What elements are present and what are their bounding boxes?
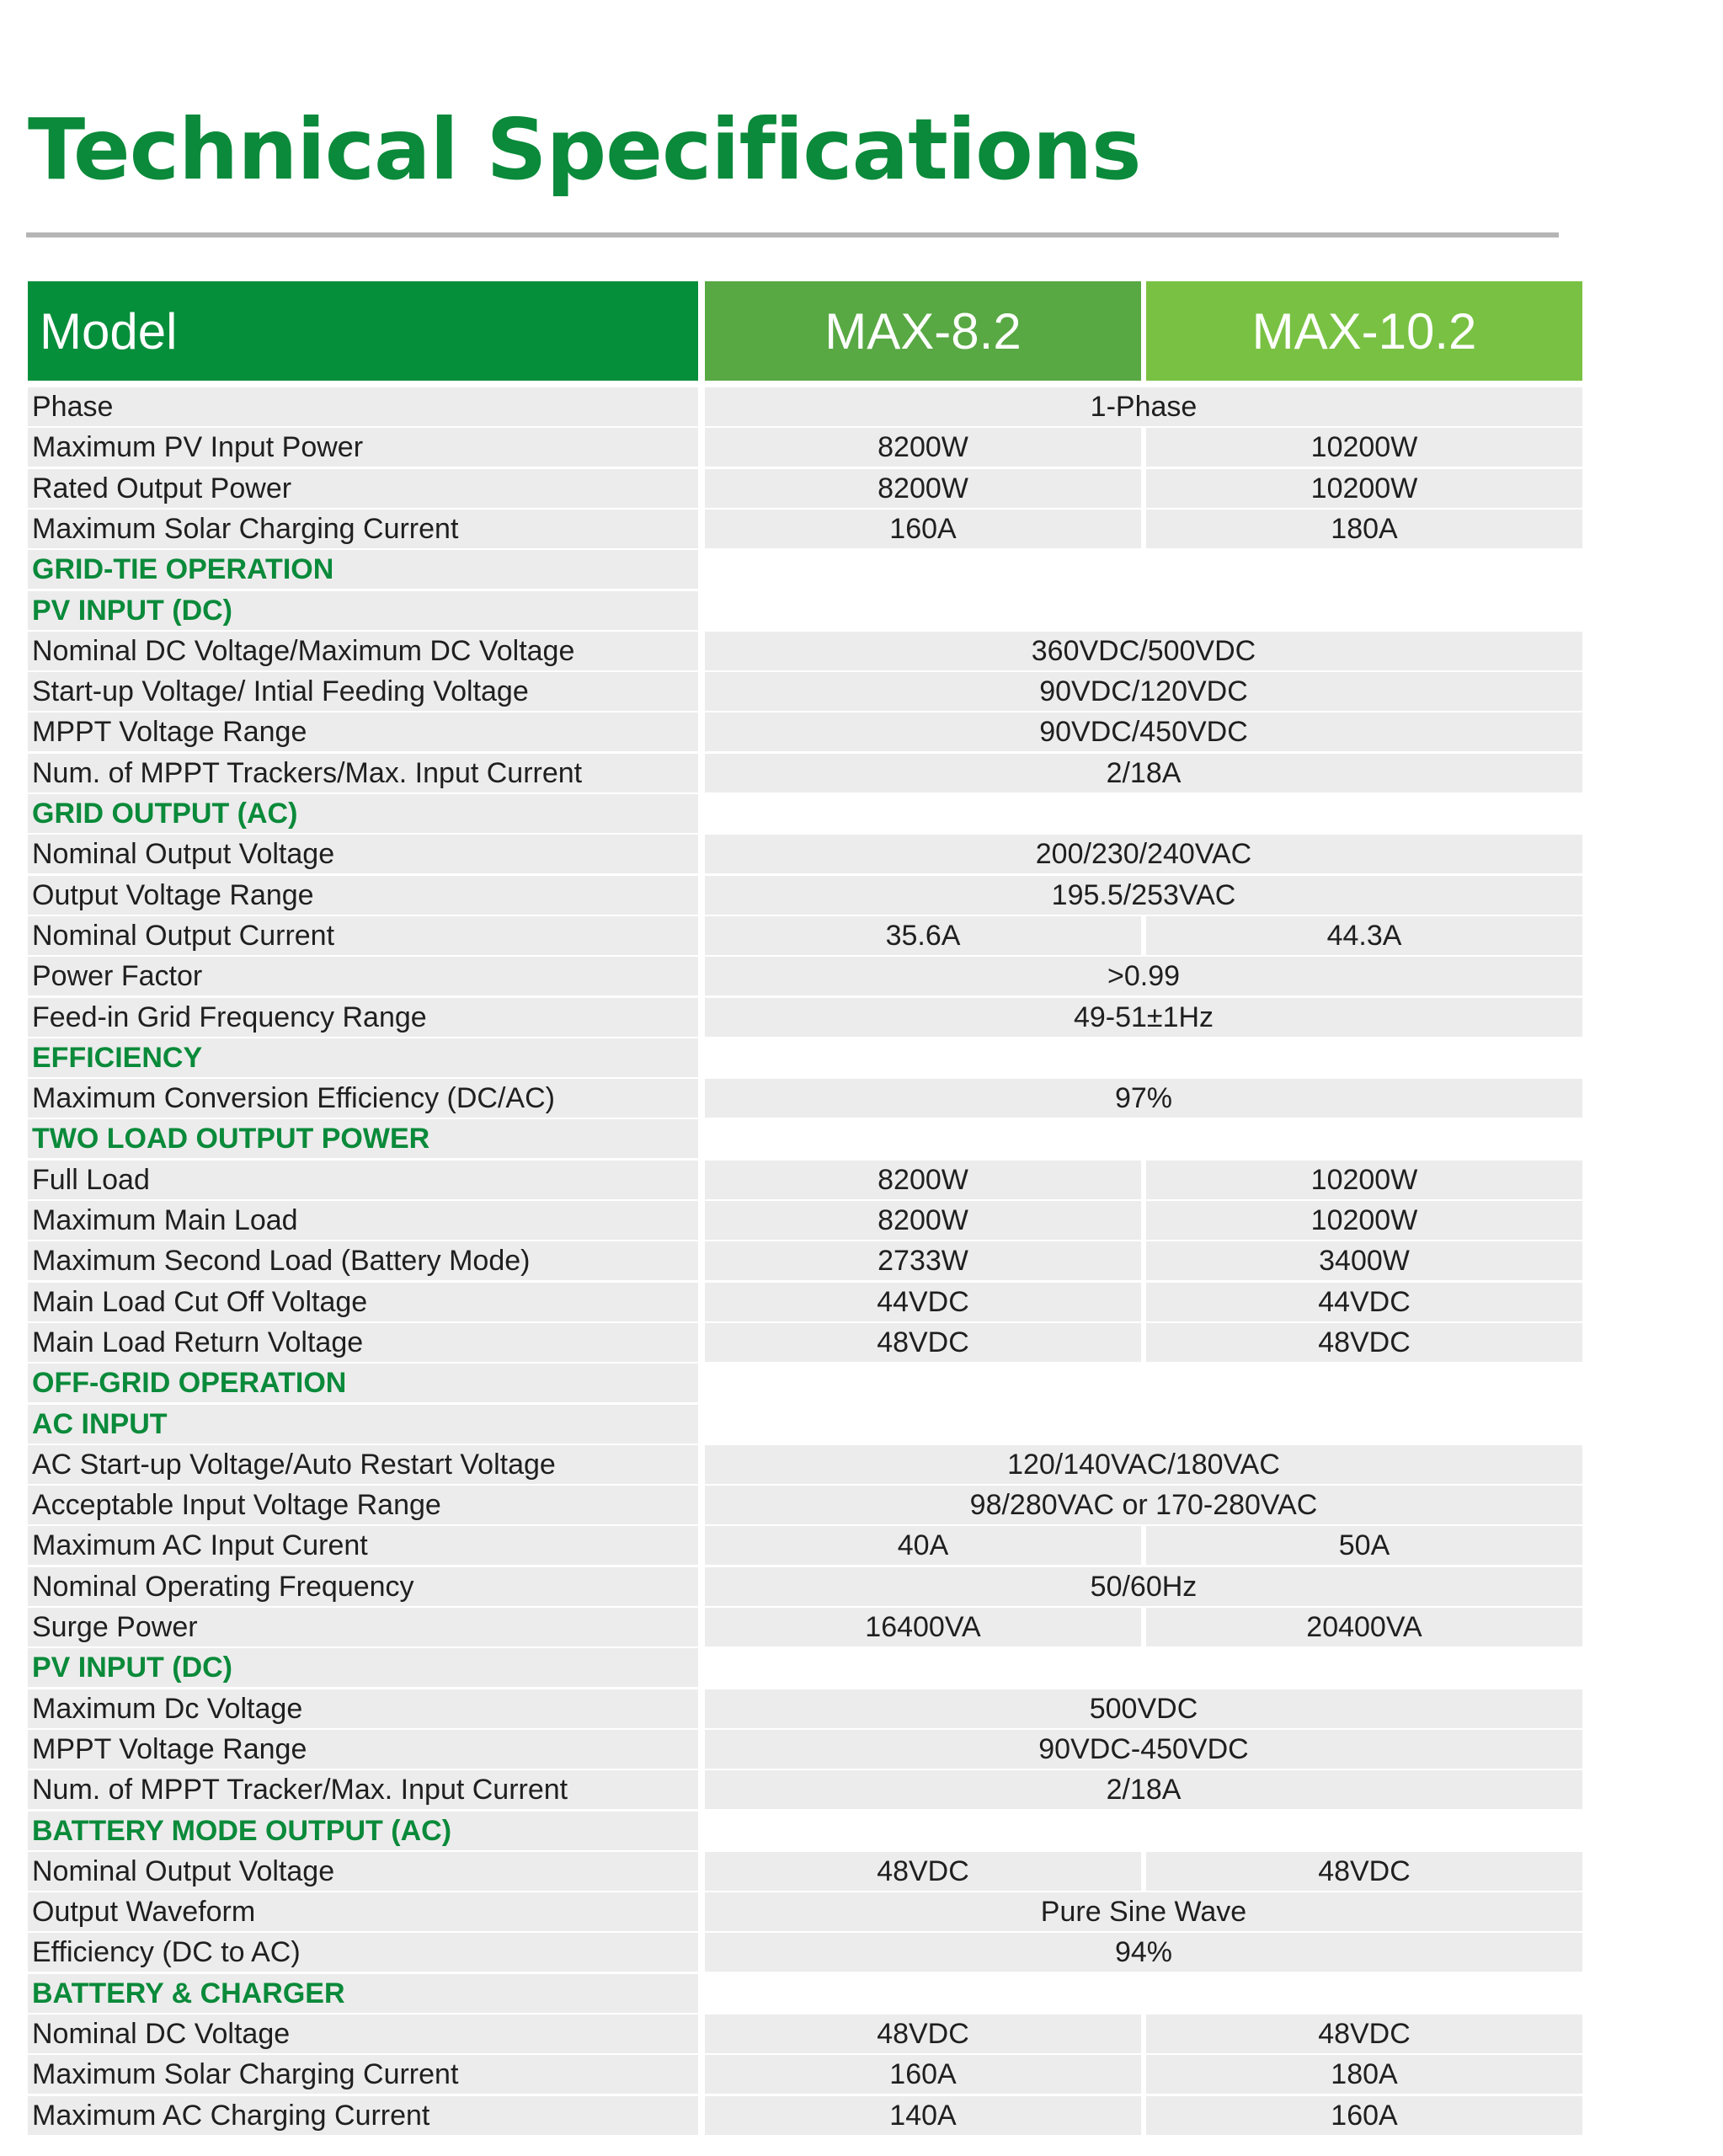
spec-value-max-10-2: 3400W	[1146, 1241, 1582, 1280]
spec-label: Maximum Conversion Efficiency (DC/AC)	[28, 1079, 698, 1118]
spec-row	[0, 1161, 1723, 1199]
section-header-row	[0, 550, 1723, 589]
spec-value-max-8-2: 8200W	[705, 428, 1141, 467]
spec-value-shared: 500VDC	[705, 1689, 1582, 1728]
spec-label: Nominal Operating Frequency	[28, 1567, 698, 1606]
spec-value-max-10-2: 10200W	[1146, 1201, 1582, 1240]
spec-label: Maximum Solar Charging Current	[28, 510, 698, 548]
spec-row	[0, 754, 1723, 792]
spec-value-max-8-2: 140A	[705, 2096, 1141, 2135]
spec-label: Start-up Voltage/ Intial Feeding Voltage	[28, 672, 698, 711]
spec-value-max-8-2: 160A	[705, 510, 1141, 548]
spec-row	[0, 1445, 1723, 1484]
section-title: GRID OUTPUT (AC)	[28, 794, 698, 833]
spec-value-shared: 97%	[705, 1079, 1582, 1118]
spec-label: Nominal Output Voltage	[28, 835, 698, 873]
spec-row	[0, 1892, 1723, 1931]
spec-row	[0, 510, 1723, 548]
spec-value-max-10-2: 10200W	[1146, 1161, 1582, 1199]
section-title: OFF-GRID OPERATION	[28, 1364, 698, 1402]
spec-label: Maximum PV Input Power	[28, 428, 698, 467]
spec-row	[0, 1770, 1723, 1809]
spec-row	[0, 876, 1723, 915]
header-model-label: Model	[28, 281, 698, 381]
spec-label: Nominal DC Voltage	[28, 2015, 698, 2053]
spec-value-max-8-2: 160A	[705, 2055, 1141, 2094]
spec-value-shared: 120/140VAC/180VAC	[705, 1445, 1582, 1484]
spec-value-shared: 90VDC/450VDC	[705, 712, 1582, 751]
section-header-row	[0, 591, 1723, 630]
spec-value-max-10-2: 10200W	[1146, 469, 1582, 508]
spec-label: Maximum Dc Voltage	[28, 1689, 698, 1728]
spec-row	[0, 1567, 1723, 1606]
spec-row	[0, 1323, 1723, 1362]
spec-value-shared: 2/18A	[705, 1770, 1582, 1809]
spec-row	[0, 916, 1723, 955]
spec-label: MPPT Voltage Range	[28, 712, 698, 751]
spec-value-max-10-2: 44VDC	[1146, 1283, 1582, 1321]
spec-label: Maximum Second Load (Battery Mode)	[28, 1241, 698, 1280]
spec-row	[0, 957, 1723, 995]
spec-row	[0, 1079, 1723, 1118]
section-title: EFFICIENCY	[28, 1038, 698, 1077]
spec-row	[0, 1689, 1723, 1728]
spec-row	[0, 387, 1723, 426]
spec-row	[0, 2055, 1723, 2094]
spec-row	[0, 712, 1723, 751]
spec-value-max-8-2: 48VDC	[705, 1852, 1141, 1891]
spec-row	[0, 672, 1723, 711]
section-title: PV INPUT (DC)	[28, 1648, 698, 1687]
spec-label: Output Waveform	[28, 1892, 698, 1931]
spec-label: MPPT Voltage Range	[28, 1730, 698, 1769]
spec-label: Maximum AC Input Curent	[28, 1526, 698, 1565]
spec-value-shared: 50/60Hz	[705, 1567, 1582, 1606]
spec-value-max-8-2: 48VDC	[705, 1323, 1141, 1362]
spec-label: Phase	[28, 387, 698, 426]
spec-value-max-8-2: 8200W	[705, 1161, 1141, 1199]
title-divider	[26, 232, 1559, 237]
spec-label: Nominal Output Current	[28, 916, 698, 955]
spec-label: Num. of MPPT Tracker/Max. Input Current	[28, 1770, 698, 1809]
spec-label: Surge Power	[28, 1608, 698, 1646]
section-title: GRID-TIE OPERATION	[28, 550, 698, 589]
spec-row	[0, 1486, 1723, 1524]
spec-row	[0, 1201, 1723, 1240]
spec-label: AC Start-up Voltage/Auto Restart Voltage	[28, 1445, 698, 1484]
spec-row	[0, 1730, 1723, 1769]
spec-row	[0, 1526, 1723, 1565]
spec-value-max-10-2: 48VDC	[1146, 2015, 1582, 2053]
spec-value-max-8-2: 40A	[705, 1526, 1141, 1565]
section-title: TWO LOAD OUTPUT POWER	[28, 1119, 698, 1158]
spec-value-shared: 200/230/240VAC	[705, 835, 1582, 873]
section-title: BATTERY & CHARGER	[28, 1974, 698, 2013]
spec-row	[0, 1283, 1723, 1321]
spec-value-max-8-2: 2733W	[705, 1241, 1141, 1280]
spec-row	[0, 632, 1723, 670]
spec-label: Output Voltage Range	[28, 876, 698, 915]
spec-value-max-10-2: 180A	[1146, 2055, 1582, 2094]
spec-value-max-8-2: 8200W	[705, 469, 1141, 508]
section-header-row	[0, 1038, 1723, 1077]
spec-value-max-10-2: 10200W	[1146, 428, 1582, 467]
spec-value-shared: 195.5/253VAC	[705, 876, 1582, 915]
spec-row	[0, 1852, 1723, 1891]
spec-value-max-10-2: 180A	[1146, 510, 1582, 548]
spec-row	[0, 1933, 1723, 1972]
section-header-row	[0, 1974, 1723, 2013]
section-header-row	[0, 794, 1723, 833]
spec-value-max-8-2: 48VDC	[705, 2015, 1141, 2053]
section-header-row	[0, 1812, 1723, 1850]
spec-value-shared: Pure Sine Wave	[705, 1892, 1582, 1931]
spec-label: Main Load Return Voltage	[28, 1323, 698, 1362]
spec-label: Feed-in Grid Frequency Range	[28, 998, 698, 1037]
spec-value-shared: 90VDC-450VDC	[705, 1730, 1582, 1769]
spec-row	[0, 2015, 1723, 2053]
spec-value-shared: 360VDC/500VDC	[705, 632, 1582, 670]
spec-value-shared: 2/18A	[705, 754, 1582, 792]
spec-label: Rated Output Power	[28, 469, 698, 508]
header-model-max-8-2: MAX-8.2	[705, 281, 1141, 381]
header-model-max-10-2: MAX-10.2	[1146, 281, 1582, 381]
spec-value-max-8-2: 8200W	[705, 1201, 1141, 1240]
spec-value-max-10-2: 50A	[1146, 1526, 1582, 1565]
section-header-row	[0, 1119, 1723, 1158]
spec-value-shared: 90VDC/120VDC	[705, 672, 1582, 711]
spec-label: Power Factor	[28, 957, 698, 995]
spec-label: Maximum Main Load	[28, 1201, 698, 1240]
section-header-row	[0, 1648, 1723, 1687]
spec-label: Maximum Solar Charging Current	[28, 2055, 698, 2094]
section-header-row	[0, 1364, 1723, 1402]
spec-value-max-10-2: 48VDC	[1146, 1323, 1582, 1362]
spec-row	[0, 1608, 1723, 1646]
spec-label: Acceptable Input Voltage Range	[28, 1486, 698, 1524]
spec-value-max-8-2: 35.6A	[705, 916, 1141, 955]
spec-label: Num. of MPPT Trackers/Max. Input Current	[28, 754, 698, 792]
spec-label: Nominal DC Voltage/Maximum DC Voltage	[28, 632, 698, 670]
spec-row	[0, 835, 1723, 873]
section-title: BATTERY MODE OUTPUT (AC)	[28, 1812, 698, 1850]
spec-value-max-8-2: 16400VA	[705, 1608, 1141, 1646]
spec-label: Maximum AC Charging Current	[28, 2096, 698, 2135]
spec-label: Full Load	[28, 1161, 698, 1199]
spec-value-shared: 49-51±1Hz	[705, 998, 1582, 1037]
spec-row	[0, 2096, 1723, 2135]
spec-value-max-10-2: 20400VA	[1146, 1608, 1582, 1646]
spec-value-shared: 1-Phase	[705, 387, 1582, 426]
spec-value-shared: 98/280VAC or 170-280VAC	[705, 1486, 1582, 1524]
spec-label: Main Load Cut Off Voltage	[28, 1283, 698, 1321]
spec-label: Efficiency (DC to AC)	[28, 1933, 698, 1972]
section-title: AC INPUT	[28, 1405, 698, 1444]
spec-value-max-10-2: 48VDC	[1146, 1852, 1582, 1891]
spec-label: Nominal Output Voltage	[28, 1852, 698, 1891]
spec-value-max-10-2: 160A	[1146, 2096, 1582, 2135]
section-title: PV INPUT (DC)	[28, 591, 698, 630]
spec-value-max-10-2: 44.3A	[1146, 916, 1582, 955]
spec-row	[0, 469, 1723, 508]
spec-row	[0, 998, 1723, 1037]
page-title: Technical Specifications	[28, 100, 1141, 199]
spec-value-shared: 94%	[705, 1933, 1582, 1972]
spec-value-shared: >0.99	[705, 957, 1582, 995]
spec-row	[0, 428, 1723, 467]
spec-value-max-8-2: 44VDC	[705, 1283, 1141, 1321]
spec-row	[0, 1241, 1723, 1280]
section-header-row	[0, 1405, 1723, 1444]
